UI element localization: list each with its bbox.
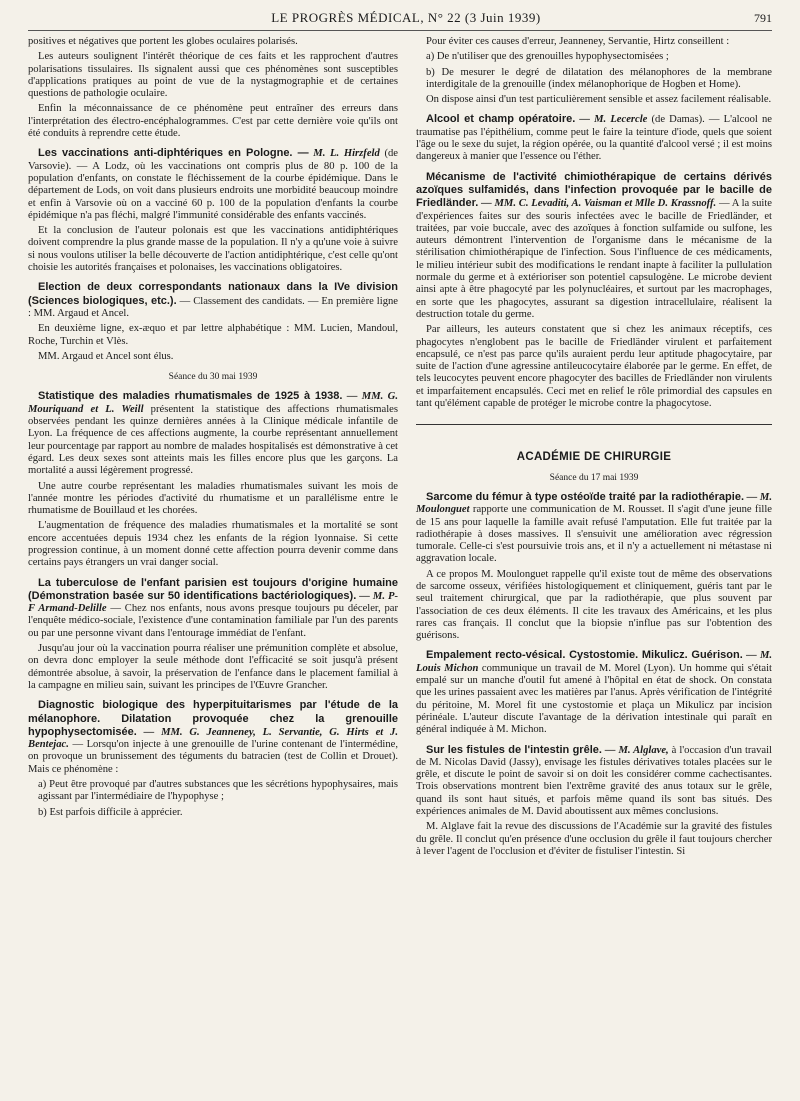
- article-author: — M. Moulonguet: [416, 491, 772, 516]
- paragraph: MM. Argaud et Ancel sont élus.: [38, 350, 174, 362]
- paragraph: Jusqu'au jour où la vaccination pourra réaliser une prémunition complète et absolue, on devra donc employer la seule méthode dont l'efficacité se soit jusqu'à présent démontrée absolue, à savoir, la préservation de l'enfance dans le placement familial à la campagne en milieu sain, suivant les principes de l'Œuvre Grancher.: [28, 643, 398, 691]
- paragraph: Et la conclusion de l'auteur polonais est que les vaccinations antidiphtériques doivent comprendre la plus grande masse de la population. Il n'y a qu'une voie à suivre si nous voulons utiliser la belle découverte de l'action antidiphtérique, c'est celle qu'ont choisie les autorités françaises et polonaises, les vaccinations obligatoires.: [28, 225, 398, 274]
- article-author: M. L. Hirzfeld: [313, 148, 380, 160]
- article-text: [416, 491, 772, 566]
- article-body: (de Damas). — L'alcool ne traumatise pas l'épithélium, comme peut le faire la teinture d'iode, quels que soient l'âge ou le sexe du sujet, la région opérée, ou la quantité d'alcool versé ; il est moins dangereux à manier que l'essence ou l'éther.: [416, 114, 772, 163]
- article-friedlander: [416, 171, 772, 411]
- article-text: [416, 649, 772, 736]
- article-title: Alcool et champ opératoire.: [426, 113, 576, 126]
- article-title: Sarcome du fémur à type ostéoïde traité par la radiothérapie.: [426, 490, 744, 503]
- article-text: [416, 113, 772, 163]
- article-empalement: [416, 649, 772, 736]
- article-text: [416, 171, 772, 322]
- article-body: (de Varsovie). — A Lodz, où les vaccinations ont compris plus de 80 p. 100 de la population d'enfants, on constate le fléchissement de la courbe épidémique. Dans le département de Lods, on voit dans plusieurs endroits une morbidité beaucoup moindre et enfin à Varsovie où on a vacciné 60 p. 100 de la population d'enfants la courbe épidémique n'a pas fléchi, malgré l'immunité considérable des enfants vaccinés.: [28, 148, 398, 221]
- journal-title: LE PROGRÈS MÉDICAL, N° 22 (3 Juin 1939): [271, 10, 541, 25]
- paragraph: Les auteurs soulignent l'intérêt théorique de ces faits et les rapprochent d'autres polarisations tissulaires. Ils signalent aussi que ces phénomènes sont susceptibles d'applications pratiques au point de vue de la nystagmographie et de certaines questions de pathologie oculaire.: [28, 51, 398, 100]
- article-body: — Chez nos enfants, nous avons presque toujours pu déceler, par l'enquête médico-sociale, l'existence d'une contamination familiale par l'un des parents ou par une personne vivant dans l'entourage immédiat de l'enfant.: [28, 603, 399, 639]
- article-title: Sur les fistules de l'intestin grêle.: [426, 743, 602, 756]
- article-author: — MM. C. Levaditi, A. Vaisman et Mlle D. Krassnoff.: [481, 198, 717, 210]
- section-heading: ACADÉMIE DE CHIRURGIE: [416, 424, 772, 463]
- article-title: Les vaccinations anti-diphtériques en Pologne. —: [38, 147, 309, 160]
- article-body: rapporte une communication de M. Rousset. Il s'agit d'une jeune fille de 15 ans pour laquelle la famille avait refusé l'amputation. Elle fut traitée par la radiothérapie à doses massives. Il s'ensuivit une amélioration avec régression tumorale. Celle-ci s'est poursuivie trois ans, et il n'y a actuellement ni métastase ni aggravation locale.: [416, 504, 772, 565]
- paragraph: L'augmentation de fréquence des maladies rhumatismales et la mortalité se sont encore accentuées depuis 1934 chez les enfants de la région lyonnaise. Si cette progression continue, à un moment donné cette affection pourra devenir comme dans certains pays étrangers un vrai danger social.: [28, 520, 398, 569]
- article-rhumatismes: [28, 390, 398, 569]
- paragraph: Une autre courbe représentant les maladies rhumatismales suivant les mois de l'année montre les périodes d'activité du rhumatisme et un parallélisme entre le rhumatisme de Bouillaud et les chorées.: [28, 480, 398, 517]
- left-column: [28, 36, 398, 822]
- article-title: Diagnostic biologique des hyperpituitarismes par l'étude de la mélanophore. Dilatation provoquée chez la grenouille hypophysectomisée.: [28, 699, 398, 738]
- article-alcool: [416, 113, 772, 163]
- article-text: [28, 390, 398, 477]
- article-fistules: [416, 744, 772, 859]
- article-tuberculose: [28, 577, 398, 693]
- article-author: — MM. G. Mouriquand et L. Weill: [28, 391, 398, 415]
- article-election: [28, 281, 398, 363]
- list: [28, 779, 398, 819]
- paragraph: Enfin la méconnaissance de ce phénomène peut entraîner des erreurs dans l'interprétation des électro-encéphalogrammes. C'est par cette dernière voie qu'ils ont été conduits à reprendre cette étude.: [28, 103, 398, 140]
- article-title: Election de deux correspondants nationaux dans la IVe division (Sciences biologiques, etc.).: [28, 281, 398, 307]
- article-text: [28, 147, 398, 222]
- list-item: b) Est parfois difficile à apprécier.: [38, 806, 183, 818]
- list-item: a) De n'utiliser que des grenouilles hypophysectomisées ;: [426, 51, 669, 63]
- article-title: Statistique des maladies rhumatismales de 1925 à 1938.: [38, 390, 343, 403]
- article-title: Mécanisme de l'activité chimiothérapique de certains dérivés azoïques sulfamidés, dans l'infection provoquée par le bacille de Friedländer.: [416, 170, 772, 210]
- article-body: à l'occasion d'un travail de M. Nicolas David (Jassy), envisage les fistules dérivatives totales placées sur le grêle, et discute le point de savoir si on doit les considérer comme cachectisantes. Trois observations montrent bien l'extrême gravité des anus totaux sur le grêle, quand ils sont haut situés, et parfois même quand ils sont bas situés. Des expériences animales de M. David aboutissent aux mêmes conclusions.: [416, 744, 773, 818]
- article-author: — MM. G. Jeanneney, L. Servantie, G. Hirts et J. Bentejac.: [28, 726, 398, 751]
- article-author: — M. Alglave,: [604, 744, 669, 756]
- paragraph: Par ailleurs, les auteurs constatent que si chez les animaux réceptifs, ces phagocytes n'englobent pas le bacille de Friedländer virulent et parfaitement encapsulé, ce n'est pas parce qu'ils auraient perdu leur aptitude phagocytaire, par suite de l'action d'une agressine antileucocytaire élaborée par le germe. En effet, de tels leucocytes peuvent encore phagocyter des bacilles de Friedländer non virulents et imparfaitement encapsulés. Ceci met en relief le rôle primordial des capsules en tant qu'élément capable de protéger le microbe contre la phagocytose.: [416, 324, 772, 410]
- article-author: — M. P-F Armand-Delille: [28, 590, 398, 615]
- article-author: — M. Louis Michon: [416, 650, 773, 674]
- paragraph: A ce propos M. Moulonguet rappelle qu'il existe tout de même des observations de sarcome osseux, vérifiées histologiquement et cliniquement, guéris tant par le seul traitement chirurgical, que par la radiothérapie, que plus souvent par l'association de ces deux éléments. Il cite les travaux des Américains, et les plus rares cas français. Il conclut que la biopsie n'influe pas sur l'obtention des guérisons.: [416, 568, 772, 642]
- article-author: — M. Lecercle: [579, 114, 648, 126]
- list: [416, 51, 772, 91]
- article-title: La tuberculose de l'enfant parisien est toujours d'origine humaine (Démonstration basée sur 50 identifications bactériologiques).: [28, 576, 398, 602]
- article-sarcome: [416, 491, 772, 643]
- right-column: [416, 36, 772, 861]
- article-hyperpituitarisme: [28, 699, 398, 819]
- paragraph: M. Alglave fait la revue des discussions de l'Académie sur la gravité des fistules du grêle. Il conclut qu'en présence d'une occlusion du grêle il faut toujours chercher à lever l'agent de l'occlusion et d'éviter de fistuliser l'intestin. Si: [416, 821, 772, 857]
- running-header: [28, 6, 772, 31]
- paragraph: positives et négatives que portent les globes oculaires polarisés.: [28, 36, 298, 47]
- paragraph: On dispose ainsi d'un test particulièrement sensible et assez facilement réalisable.: [426, 94, 772, 106]
- article-body: communique un travail de M. Morel (Lyon). Un homme qui s'était empalé sur un manche d'outil fut amené à l'hôpital en état de shock. On constata que les urines passaient avec les matières par l'anus. Après vérification de l'intégrité du péritoine, M. Morel fit une cystostomie et plaça un Mikulicz par incision périnéale. L'auteur discute l'avantage de la dérivation intestinale qui paraît en général indiquée à M. Michon.: [416, 662, 772, 736]
- list-item: a) Peut être provoqué par d'autres substances que les sécrétions hypophysaires, mais agissant par l'intermédiaire de l'hypophyse ;: [38, 779, 398, 803]
- article-vaccinations: [28, 147, 398, 274]
- article-text: [28, 577, 398, 640]
- article-body: — A la suite d'expériences faites sur des souris infectées avec le bacille de Friedländer, et traitées, par voie buccale, avec des azoïques à fonction sulfamide ou sulfone, les auteurs démontrent l'intervention de l'organisme dans le mécanisme de la stérilisation chimiothérapique de l'infection. Sous l'influence de ces médicaments, le milieu intérieur subit des modifications le rendant inapte à faciliter la pullulation normale du germe et à extérioriser son potentiel capsulogène. Le microbe devient ainsi apte à être phagocyté par les polynucléaires, et surtout par les macrophages, en sorte que les phagocytes, assurant sa digestion intracellulaire, réalisent la destruction totale du germe.: [416, 198, 773, 320]
- article-body: présentent la statistique des affections rhumatismales observées pendant les quinze dernières années à la Clinique médicale infantile de Lyon. La fréquence de ces affections augmente, la courbe représentant annuellement leur pourcentage par rapport au nombre de malades hospitalisés est démonstrative à cet égard. Les deux sexes sont atteints mais les filles encore plus que les garçons. La mortalité a aussi légèrement progressé.: [28, 403, 398, 477]
- article-body: — Lorsqu'on injecte à une grenouille de l'urine contenant de l'intermédine, on provoque un brunissement des téguments du batracien (test de Collin et Drouet). Mais ce phénomène :: [28, 739, 398, 775]
- article-text: [28, 281, 398, 320]
- article-text: [416, 744, 772, 819]
- list-item: b) De mesurer le degré de dilatation des mélanophores de la membrane interdigitale de la grenouille (index mélanophorique de Hogben et Home).: [426, 66, 772, 90]
- article-body: — Classement des candidats. — En première ligne : MM. Argaud et Ancel.: [28, 295, 398, 319]
- article-text: [28, 699, 398, 776]
- sitting-date: Séance du 30 mai 1939: [168, 372, 258, 383]
- sitting-date: Séance du 17 mai 1939: [549, 472, 639, 483]
- article-title: Empalement recto-vésical. Cystostomie. Mikulicz. Guérison.: [426, 649, 743, 662]
- paragraph: En deuxième ligne, ex-æquo et par lettre alphabétique : MM. Lucien, Mandoul, Roche, Turchin et Vlès.: [28, 323, 398, 347]
- page-number: 791: [754, 10, 772, 25]
- paragraph: Pour éviter ces causes d'erreur, Jeanneney, Servantie, Hirtz conseillent :: [426, 36, 730, 47]
